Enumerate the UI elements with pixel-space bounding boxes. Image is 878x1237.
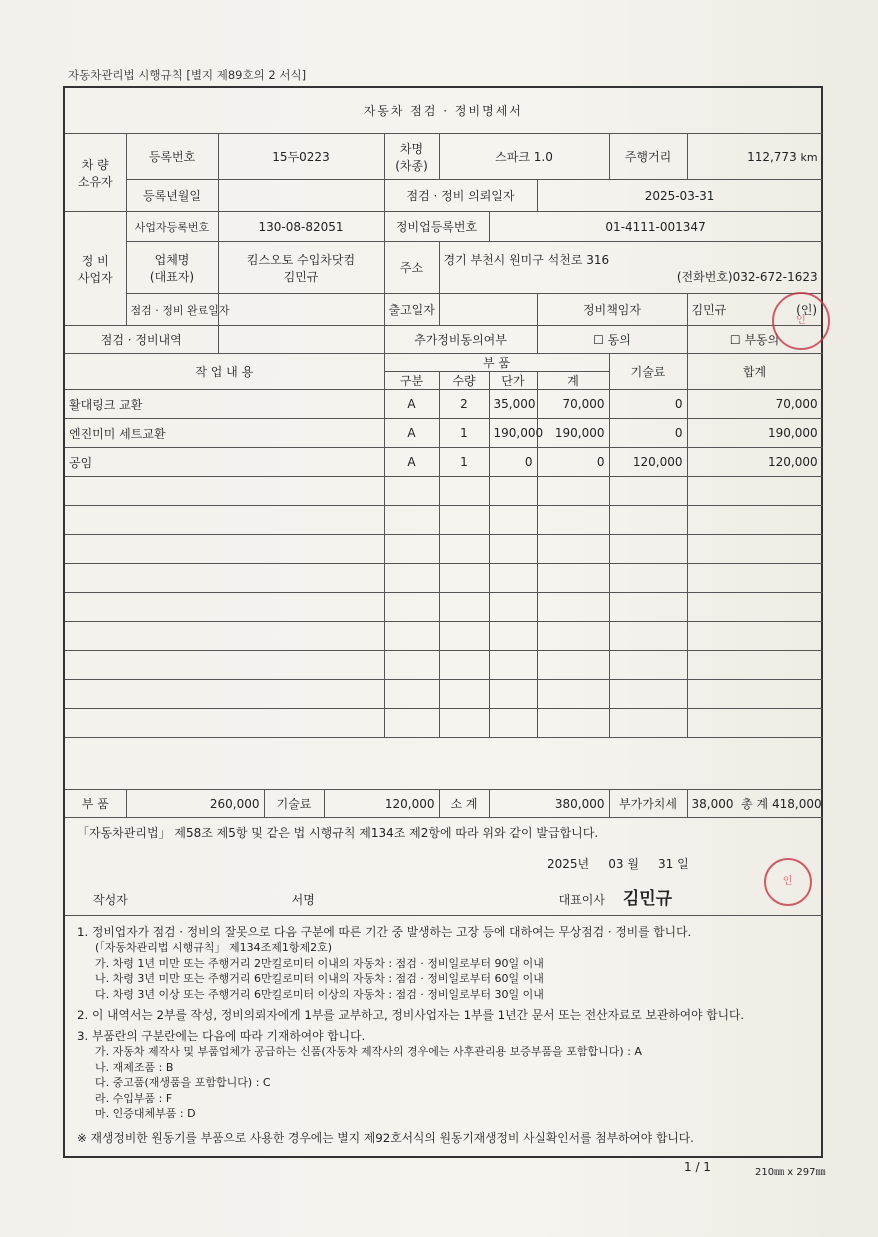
- work-unit-price: 35,000: [489, 390, 537, 419]
- note-3: 3. 부품란의 구분란에는 다음에 따라 기재하여야 합니다.: [77, 1029, 366, 1043]
- table-row: [64, 622, 822, 651]
- work-rows: [64, 390, 822, 738]
- ceo-label: 대표이사: [558, 893, 605, 907]
- address-value: 경기 부천시 원미구 석천로 316: [443, 252, 610, 267]
- complete-date-label: 점검 · 정비 완료일자: [126, 294, 218, 326]
- work-type: [384, 651, 439, 680]
- reg-date-value: [218, 180, 384, 212]
- work-qty: 2: [439, 390, 489, 419]
- form-title: 자동차 점검 · 정비명세서: [64, 87, 822, 134]
- release-date-value: [439, 294, 537, 326]
- work-amount: [537, 506, 609, 535]
- work-name: [64, 622, 384, 651]
- col-type: 구분: [384, 372, 439, 390]
- col-qty: 수량: [439, 372, 489, 390]
- note-4: ※ 재생정비한 원동기를 부품으로 사용한 경우에는 별지 제92호서식의 원동기재생정비 사실확인서를 첨부하여야 합니다.: [77, 1130, 694, 1145]
- work-amount: 190,000: [537, 419, 609, 448]
- work-amount: 0: [537, 448, 609, 477]
- col-amount: 계: [537, 372, 609, 390]
- work-unit-price: [489, 506, 537, 535]
- note-1: 1. 정비업자가 점검 · 정비의 잘못으로 다음 구분에 따른 기간 중 발생하는 고장 등에 대하여는 무상점검 · 정비를 합니다.: [77, 925, 692, 939]
- biz-no-label: 사업자등록번호: [126, 212, 218, 242]
- note-3a: 가. 자동차 제작사 및 부품업체가 공급하는 신품(자동차 제작사의 경우에는 사후관리용 보증부품을 포함합니다) : A: [95, 1045, 642, 1058]
- work-total: [687, 477, 822, 506]
- sum-vat-value: 38,000: [691, 797, 734, 811]
- manager-label: 정비책임자: [537, 294, 687, 326]
- sum-subtotal-value: 380,000: [489, 790, 609, 818]
- sum-total-label: 총 계: [741, 797, 769, 811]
- issue-year: 2025: [547, 857, 578, 871]
- note-3d: 라. 수입부품 : F: [95, 1091, 173, 1105]
- table-row: [64, 390, 822, 419]
- work-qty: [439, 564, 489, 593]
- company-seal-stamp: 인: [764, 858, 812, 906]
- work-unit-price: [489, 477, 537, 506]
- table-row: [64, 651, 822, 680]
- work-amount: [537, 477, 609, 506]
- reg-date-label: 등록년월일: [126, 180, 218, 212]
- consent-yes[interactable]: ☐ 동의: [537, 326, 687, 354]
- table-row: [64, 506, 822, 535]
- note-3c: 다. 중고품(재생품을 포함합니다) : C: [95, 1076, 271, 1089]
- detail-label: 점검 · 정비내역: [64, 326, 218, 354]
- work-total: [687, 680, 822, 709]
- work-amount: [537, 593, 609, 622]
- work-type: A: [384, 390, 439, 419]
- work-qty: [439, 709, 489, 738]
- work-unit-price: [489, 709, 537, 738]
- note-1b: (「자동차관리법 시행규칙」 제134조제1항제2호): [95, 941, 333, 954]
- sum-parts-label: 부 품: [64, 790, 126, 818]
- work-labor: 0: [609, 419, 687, 448]
- issue-day: 31: [658, 857, 674, 871]
- work-total: [687, 709, 822, 738]
- work-total: [687, 651, 822, 680]
- table-row: [64, 419, 822, 448]
- issue-day-label: 일: [677, 857, 689, 871]
- work-labor: [609, 651, 687, 680]
- reg-no-label: 등록번호: [126, 134, 218, 180]
- col-parts: 부 품: [384, 354, 609, 372]
- address-label: 주소: [384, 242, 439, 294]
- writer-label: 작성자: [93, 893, 128, 907]
- work-name: [64, 477, 384, 506]
- reg-no-value: 15두0223: [218, 134, 384, 180]
- repair-statement-table: [63, 86, 823, 1158]
- work-amount: [537, 535, 609, 564]
- work-unit-price: [489, 535, 537, 564]
- table-row: [64, 535, 822, 564]
- table-row: [64, 709, 822, 738]
- work-labor: [609, 506, 687, 535]
- complete-date-value: [218, 294, 384, 326]
- work-type: [384, 622, 439, 651]
- consent-label: 추가정비동의여부: [384, 326, 537, 354]
- work-unit-price: 0: [489, 448, 537, 477]
- table-row: [64, 680, 822, 709]
- col-labor: 기술료: [609, 354, 687, 390]
- table-row: [64, 477, 822, 506]
- work-type: [384, 593, 439, 622]
- work-name: [64, 593, 384, 622]
- col-total: 합계: [687, 354, 822, 390]
- sum-vat-label: 부가가치세: [609, 790, 687, 818]
- work-amount: [537, 564, 609, 593]
- ceo-signature: 김민규: [622, 889, 673, 909]
- work-type: [384, 564, 439, 593]
- phone-value: (전화번호)032-672-1623: [676, 269, 818, 284]
- note-1e: 다. 차령 3년 이상 또는 주행거리 6만킬로미터 이상의 자동차 : 점검 · 정비일로부터 30일 이내: [95, 987, 544, 1001]
- work-unit-price: [489, 564, 537, 593]
- work-unit-price: [489, 593, 537, 622]
- company-label: 업체명 (대표자): [126, 242, 218, 294]
- page-number: 1 / 1: [684, 1160, 711, 1174]
- work-unit-price: [489, 680, 537, 709]
- work-name: [64, 651, 384, 680]
- sum-labor-value: 120,000: [324, 790, 439, 818]
- col-unit: 단가: [489, 372, 537, 390]
- work-amount: 70,000: [537, 390, 609, 419]
- note-1c: 가. 차령 1년 미만 또는 주행거리 2만킬로미터 이내의 자동차 : 점검 · 정비일로부터 90일 이내: [95, 956, 544, 970]
- work-type: A: [384, 448, 439, 477]
- work-type: [384, 535, 439, 564]
- work-type: A: [384, 419, 439, 448]
- seal-mark: (인): [796, 303, 818, 317]
- sum-subtotal-label: 소 계: [439, 790, 489, 818]
- work-name: 공임: [64, 448, 384, 477]
- work-amount: [537, 651, 609, 680]
- manager-value: 김민규: [691, 303, 727, 317]
- request-date-label: 점검 · 정비 의뢰일자: [384, 180, 537, 212]
- note-3e: 마. 인증대체부품 : D: [95, 1107, 196, 1120]
- shop-reg-label: 정비업등록번호: [384, 212, 489, 242]
- work-name: [64, 680, 384, 709]
- work-name: [64, 709, 384, 738]
- work-name: [64, 535, 384, 564]
- issue-month-label: 월: [627, 857, 639, 871]
- work-labor: [609, 622, 687, 651]
- work-qty: [439, 651, 489, 680]
- provider-section-label: 정 비 사업자: [64, 212, 126, 326]
- work-type: [384, 506, 439, 535]
- issue-text: 「자동차관리법」 제58조 제5항 및 같은 법 시행규칙 제134조 제2항에 따라 위와 같이 발급합니다.: [77, 826, 599, 840]
- note-1d: 나. 차령 3년 미만 또는 주행거리 6만킬로미터 이내의 자동차 : 점검 · 정비일로부터 60일 이내: [95, 972, 544, 985]
- table-row: [64, 564, 822, 593]
- note-2: 2. 이 내역서는 2부를 작성, 정비의뢰자에게 1부를 교부하고, 정비사업자는 1부를 1년간 문서 또는 전산자료로 보관하여야 합니다.: [77, 1008, 745, 1022]
- work-amount: [537, 680, 609, 709]
- work-name: [64, 506, 384, 535]
- work-unit-price: 190,000: [489, 419, 537, 448]
- work-qty: [439, 593, 489, 622]
- mileage-unit: km: [800, 150, 818, 164]
- col-work: 작 업 내 용: [64, 354, 384, 390]
- work-type: [384, 477, 439, 506]
- model-value: 스파크 1.0: [439, 134, 609, 180]
- ceo-name: 김민규: [283, 269, 319, 284]
- work-total: [687, 593, 822, 622]
- work-amount: [537, 622, 609, 651]
- model-label: 차명 (차종): [384, 134, 439, 180]
- issue-month: 03: [608, 857, 624, 871]
- form-header-note: 자동차관리법 시행규칙 [별지 제89호의 2 서식]: [68, 68, 307, 82]
- request-date-value: 2025-03-31: [537, 180, 822, 212]
- mileage-value: 112,773: [747, 149, 797, 164]
- work-name: 활대링크 교환: [64, 390, 384, 419]
- sum-total-value: 418,000: [771, 797, 822, 811]
- work-total: 70,000: [687, 390, 822, 419]
- work-name: 엔진미미 세트교환: [64, 419, 384, 448]
- work-unit-price: [489, 651, 537, 680]
- work-labor: 0: [609, 390, 687, 419]
- work-labor: [609, 477, 687, 506]
- manager-seal-stamp: 인: [772, 292, 830, 350]
- sign-label: 서명: [291, 893, 315, 907]
- work-qty: [439, 506, 489, 535]
- owner-section-label: 차 량 소유자: [64, 134, 126, 212]
- company-name: 킴스오토 수입차닷컴: [246, 252, 356, 267]
- work-qty: [439, 622, 489, 651]
- work-labor: [609, 564, 687, 593]
- biz-no-value: 130-08-82051: [218, 212, 384, 242]
- work-qty: 1: [439, 419, 489, 448]
- work-labor: 120,000: [609, 448, 687, 477]
- work-name: [64, 564, 384, 593]
- work-total: [687, 506, 822, 535]
- release-date-label: 출고일자: [384, 294, 439, 326]
- work-qty: [439, 535, 489, 564]
- work-amount: [537, 709, 609, 738]
- issue-year-label: 년: [577, 857, 590, 871]
- table-row: [64, 448, 822, 477]
- work-total: [687, 564, 822, 593]
- work-labor: [609, 680, 687, 709]
- work-type: [384, 680, 439, 709]
- work-total: [687, 535, 822, 564]
- sum-labor-label: 기술료: [264, 790, 324, 818]
- shop-reg-value: 01-4111-001347: [489, 212, 822, 242]
- work-total: 190,000: [687, 419, 822, 448]
- work-total: 120,000: [687, 448, 822, 477]
- work-unit-price: [489, 622, 537, 651]
- work-total: [687, 622, 822, 651]
- table-row: [64, 593, 822, 622]
- work-labor: [609, 593, 687, 622]
- work-labor: [609, 535, 687, 564]
- work-labor: [609, 709, 687, 738]
- detail-value: [218, 326, 384, 354]
- paper-size: 210㎜ x 297㎜: [755, 1167, 826, 1178]
- work-qty: [439, 477, 489, 506]
- work-qty: [439, 680, 489, 709]
- work-qty: 1: [439, 448, 489, 477]
- sum-parts-value: 260,000: [126, 790, 264, 818]
- consent-no[interactable]: ☐ 부동의: [687, 326, 822, 354]
- note-3b: 나. 재제조품 : B: [95, 1060, 174, 1074]
- work-type: [384, 709, 439, 738]
- mileage-label: 주행거리: [609, 134, 687, 180]
